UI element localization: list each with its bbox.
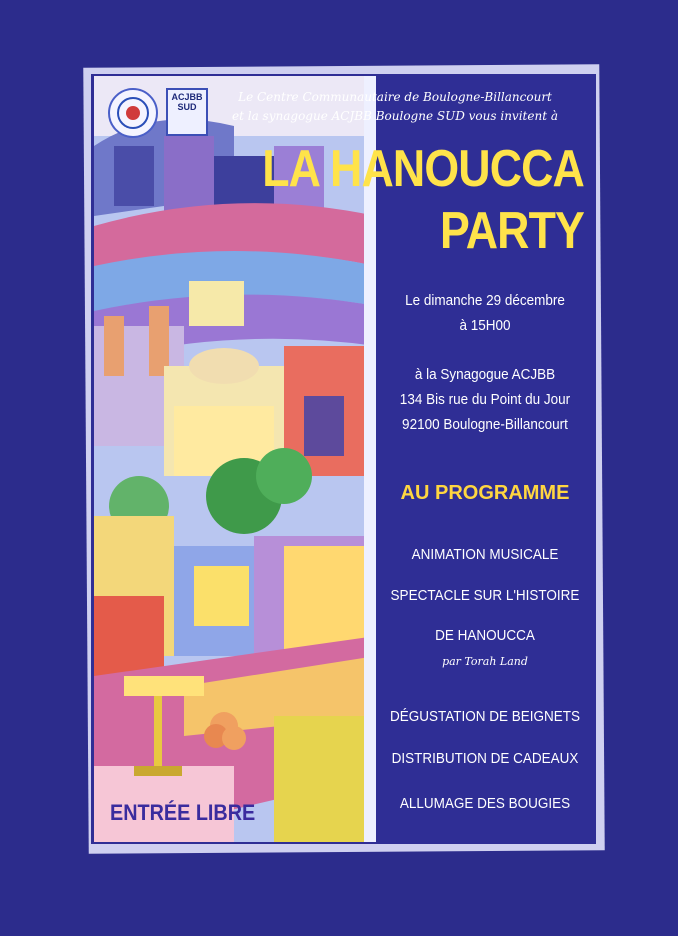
logo-group [108,88,208,138]
program-item-credit: par Torah Land [442,655,528,668]
venue-line-1: à la Synagogue ACJBB [414,366,556,383]
title-line-1: LA HANOUCCA [262,140,584,198]
acjbb-logo-text: ACJBB SUD [171,92,203,112]
program-heading: AU PROGRAMME [400,482,570,504]
date-line-1: Le dimanche 29 décembre [405,292,565,309]
venue-line-3: 92100 Boulogne-Billancourt [402,416,568,433]
program-item: ALLUMAGE DES BOUGIES [399,795,571,812]
event-date [387,288,583,338]
title-line-2: PARTY [440,202,584,260]
event-venue [387,362,583,437]
event-title [254,138,584,262]
program-item: SPECTACLE SUR L'HISTOIRE [390,587,580,604]
date-line-2: à 15H00 [459,317,511,334]
invite-line-1: Le Centre Communautaire de Boulogne-Billancourt [238,90,552,104]
invite-text [210,88,580,126]
free-entry-label: ENTRÉE LIBRE [110,800,256,825]
invite-line-2: et la synagogue ACJBB Boulogne SUD vous invitent à [232,109,558,123]
acjbb-logo [166,88,208,136]
program-item: ANIMATION MUSICALE [411,546,559,563]
program-item: DISTRIBUTION DE CADEAUX [391,750,579,767]
program-item: DE HANOUCCA [435,627,535,644]
program-item: DÉGUSTATION DE BEIGNETS [389,708,581,725]
venue-line-2: 134 Bis rue du Point du Jour [399,391,571,408]
community-center-logo [108,88,158,138]
